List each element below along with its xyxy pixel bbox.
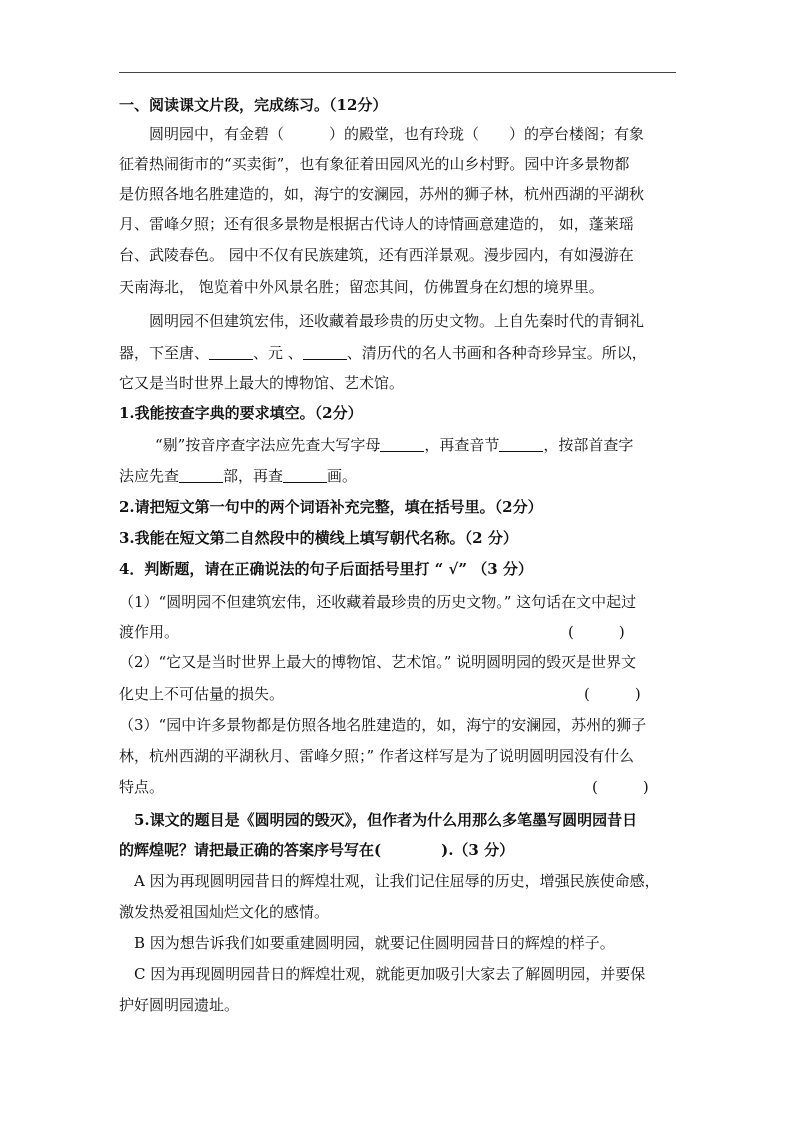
- q4-item-1-line-2: 渡作用。: [119, 623, 180, 641]
- q4-item-2-line-2: 化史上不可估量的损失。: [119, 685, 285, 703]
- q1-line-2: 法应先查 部，再查 画。: [119, 467, 358, 485]
- passage-p1-line-1: 圆明园中，有金碧（ ）的殿堂，也有玲珑（ ）的亭台楼阁；有象: [149, 125, 645, 143]
- q5-title-line-1: 5.课文的题目是《圆明园的毁灭》，但作者为什么用那么多笔墨写圆明园昔日: [134, 811, 638, 829]
- q5-option-c-line-1[interactable]: C 因为再现圆明园昔日的辉煌壮观，就能更加吸引大家去了解圆明园，并要保: [134, 965, 646, 983]
- q4-item-1-line-1: （1）“圆明园不但建筑宏伟，还收藏着最珍贵的历史文物。” 这句话在文中起过: [119, 593, 637, 611]
- dynasty-blank-2[interactable]: [303, 343, 347, 360]
- passage-p1-line-2: 征着热闹街市的“买卖街”，也有象征着田园风光的山乡村野。园中许多景物都: [119, 155, 630, 173]
- header-rule: [119, 72, 676, 73]
- q4-item-2-answer-paren[interactable]: ( ): [584, 685, 641, 703]
- q3-title: 3.我能在短文第二自然段中的横线上填写朝代名称。（2 分）: [119, 529, 518, 547]
- q1-letter-blank[interactable]: [380, 435, 424, 452]
- q1-title: 1.我能按查字典的要求填空。（2分）: [119, 404, 363, 422]
- passage-p1-line-3: 是仿照各地名胜建造的，如，海宁的安澜园，苏州的狮子林，杭州西湖的平湖秋: [119, 185, 645, 203]
- q1-strokes-blank[interactable]: [283, 466, 327, 483]
- q5-option-a-line-1[interactable]: A 因为再现圆明园昔日的辉煌壮观，让我们记住屈辱的历史，增强民族使命感，: [134, 872, 660, 890]
- q4-item-3-answer-paren[interactable]: ( ): [592, 778, 649, 796]
- passage-p2-line-1: 圆明园不但建筑宏伟，还收藏着最珍贵的历史文物。上自先秦时代的青铜礼: [149, 312, 645, 330]
- q5-title-line-2: 的辉煌呢？请把最正确的答案序号写在( ).（3 分）: [119, 841, 515, 859]
- q1-line-1: “剔”按音序查字法应先查大写字母 ，再查音节 ，按部首查字: [155, 436, 634, 454]
- q4-item-2-line-1: （2）“它又是当时世界上最大的博物馆、艺术馆。” 说明圆明园的毁灭是世界文: [119, 653, 637, 671]
- passage-p2-line-3: 它又是当时世界上最大的博物馆、艺术馆。: [119, 374, 405, 392]
- passage-p1-line-6: 天南海北， 饱览着中外风景名胜；留恋其间，仿佛置身在幻想的境界里。: [119, 278, 604, 296]
- q4-item-1-answer-paren[interactable]: ( ): [568, 623, 625, 641]
- passage-p2-line-2: 器，下至唐、 、元 、 、清历代的名人书画和各种奇珍异宝。所以，: [119, 344, 647, 362]
- q4-item-3-line-1: （3）“园中许多景物都是仿照各地名胜建造的，如，海宁的安澜园，苏州的狮子: [119, 716, 647, 734]
- passage-p1-line-4: 月、雷峰夕照；还有很多景物是根据古代诗人的诗情画意建造的， 如，蓬莱瑶: [119, 215, 634, 233]
- q2-title: 2.请把短文第一句中的两个词语补充完整，填在括号里。（2分）: [119, 498, 543, 516]
- q4-item-3-line-2: 林，杭州西湖的平湖秋月、雷峰夕照；” 作者这样写是为了说明圆明园没有什么: [119, 747, 634, 765]
- q4-item-3-line-3: 特点。: [119, 778, 165, 796]
- q4-title: 4．判断题，请在正确说法的句子后面括号里打 “ √” （3 分）: [119, 560, 533, 578]
- section-title: 一、阅读课文片段，完成练习。（12分）: [119, 96, 388, 114]
- q1-syllable-blank[interactable]: [499, 435, 543, 452]
- dynasty-blank-1[interactable]: [209, 343, 253, 360]
- q5-option-b[interactable]: B 因为想告诉我们如要重建圆明园，就要记住圆明园昔日的辉煌的样子。: [134, 934, 615, 952]
- passage-p1-line-5: 台、武陵春色。 园中不仅有民族建筑，还有西洋景观。漫步园内，有如漫游在: [119, 246, 634, 264]
- q1-radical-blank[interactable]: [179, 466, 223, 483]
- q5-option-c-line-2: 护好圆明园遗址。: [119, 996, 240, 1014]
- q5-option-a-line-2: 激发热爱祖国灿烂文化的感情。: [119, 903, 330, 921]
